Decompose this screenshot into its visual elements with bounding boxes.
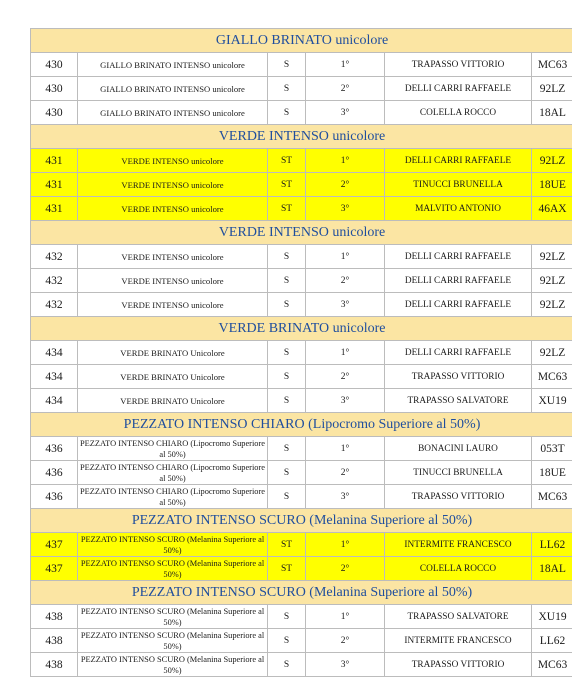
table-row [31, 461, 572, 485]
category-cell: ST [268, 533, 306, 557]
breeder-code-cell: 92LZ [532, 293, 572, 317]
breeder-name-cell: BONACINI LAURO [385, 437, 532, 461]
placement-cell: 3° [306, 485, 385, 509]
breeder-code-cell: LL62 [532, 629, 572, 653]
class-description-cell: PEZZATO INTENSO CHIARO (Lipocromo Superiore al 50%) [78, 485, 268, 509]
section-header-row [31, 125, 572, 149]
class-number-cell: 431 [31, 197, 78, 221]
class-description-cell: PEZZATO INTENSO SCURO (Melanina Superiore al 50%) [78, 605, 268, 629]
breeder-name-cell: DELLI CARRI RAFFAELE [385, 341, 532, 365]
table-row [31, 53, 572, 77]
placement-cell: 2° [306, 173, 385, 197]
class-description-cell: PEZZATO INTENSO SCURO (Melanina Superiore al 50%) [78, 533, 268, 557]
placement-cell: 3° [306, 101, 385, 125]
breeder-name-cell: DELLI CARRI RAFFAELE [385, 293, 532, 317]
class-number-cell: 432 [31, 245, 78, 269]
class-description-cell: GIALLO BRINATO INTENSO unicolore [78, 53, 268, 77]
breeder-code-cell: XU19 [532, 605, 572, 629]
breeder-name-cell: TRAPASSO VITTORIO [385, 365, 532, 389]
placement-cell: 1° [306, 533, 385, 557]
class-description-cell: VERDE INTENSO unicolore [78, 293, 268, 317]
section-title: PEZZATO INTENSO SCURO (Melanina Superiore al 50%) [31, 581, 572, 605]
breeder-code-cell: 053T [532, 437, 572, 461]
category-cell: S [268, 653, 306, 677]
breeder-name-cell: TINUCCI BRUNELLA [385, 173, 532, 197]
category-cell: S [268, 485, 306, 509]
class-description-cell: PEZZATO INTENSO SCURO (Melanina Superiore al 50%) [78, 653, 268, 677]
breeder-code-cell: 92LZ [532, 245, 572, 269]
table-row [31, 437, 572, 461]
class-description-cell: VERDE INTENSO unicolore [78, 149, 268, 173]
class-number-cell: 437 [31, 557, 78, 581]
placement-cell: 2° [306, 629, 385, 653]
table-row [31, 629, 572, 653]
placement-cell: 3° [306, 197, 385, 221]
class-number-cell: 438 [31, 605, 78, 629]
breeder-name-cell: TRAPASSO SALVATORE [385, 605, 532, 629]
breeder-code-cell: MC63 [532, 53, 572, 77]
class-description-cell: VERDE BRINATO Unicolore [78, 389, 268, 413]
class-description-cell: VERDE BRINATO Unicolore [78, 341, 268, 365]
breeder-name-cell: MALVITO ANTONIO [385, 197, 532, 221]
table-row [31, 365, 572, 389]
breeder-name-cell: COLELLA ROCCO [385, 557, 532, 581]
class-number-cell: 434 [31, 389, 78, 413]
table-row [31, 293, 572, 317]
category-cell: ST [268, 557, 306, 581]
results-sheet [30, 28, 568, 677]
placement-cell: 2° [306, 77, 385, 101]
breeder-name-cell: INTERMITE FRANCESCO [385, 629, 532, 653]
category-cell: S [268, 629, 306, 653]
table-row [31, 173, 572, 197]
table-row [31, 197, 572, 221]
placement-cell: 2° [306, 557, 385, 581]
table-row [31, 533, 572, 557]
breeder-code-cell: XU19 [532, 389, 572, 413]
placement-cell: 1° [306, 605, 385, 629]
class-number-cell: 431 [31, 173, 78, 197]
table-row [31, 101, 572, 125]
class-number-cell: 432 [31, 293, 78, 317]
breeder-name-cell: TINUCCI BRUNELLA [385, 461, 532, 485]
class-number-cell: 438 [31, 653, 78, 677]
placement-cell: 3° [306, 293, 385, 317]
results-table [30, 28, 572, 677]
category-cell: S [268, 437, 306, 461]
class-number-cell: 438 [31, 629, 78, 653]
category-cell: S [268, 101, 306, 125]
placement-cell: 3° [306, 653, 385, 677]
table-row [31, 389, 572, 413]
class-description-cell: VERDE INTENSO unicolore [78, 173, 268, 197]
category-cell: S [268, 389, 306, 413]
category-cell: S [268, 461, 306, 485]
category-cell: S [268, 77, 306, 101]
class-number-cell: 430 [31, 101, 78, 125]
section-header-row [31, 29, 572, 53]
class-number-cell: 436 [31, 437, 78, 461]
table-row [31, 269, 572, 293]
class-description-cell: GIALLO BRINATO INTENSO unicolore [78, 101, 268, 125]
class-description-cell: VERDE BRINATO Unicolore [78, 365, 268, 389]
table-row [31, 485, 572, 509]
table-row [31, 653, 572, 677]
placement-cell: 2° [306, 365, 385, 389]
breeder-name-cell: DELLI CARRI RAFFAELE [385, 245, 532, 269]
breeder-name-cell: TRAPASSO SALVATORE [385, 389, 532, 413]
breeder-code-cell: 18UE [532, 461, 572, 485]
placement-cell: 1° [306, 149, 385, 173]
breeder-code-cell: 18UE [532, 173, 572, 197]
placement-cell: 2° [306, 461, 385, 485]
breeder-code-cell: LL62 [532, 533, 572, 557]
category-cell: S [268, 341, 306, 365]
breeder-name-cell: COLELLA ROCCO [385, 101, 532, 125]
category-cell: S [268, 269, 306, 293]
breeder-code-cell: 18AL [532, 101, 572, 125]
section-title: VERDE INTENSO unicolore [31, 221, 572, 245]
table-row [31, 605, 572, 629]
breeder-name-cell: TRAPASSO VITTORIO [385, 653, 532, 677]
breeder-code-cell: 92LZ [532, 77, 572, 101]
category-cell: S [268, 245, 306, 269]
breeder-code-cell: MC63 [532, 365, 572, 389]
table-row [31, 77, 572, 101]
section-title: VERDE BRINATO unicolore [31, 317, 572, 341]
placement-cell: 1° [306, 341, 385, 365]
category-cell: S [268, 365, 306, 389]
class-description-cell: VERDE INTENSO unicolore [78, 269, 268, 293]
class-number-cell: 430 [31, 53, 78, 77]
breeder-name-cell: TRAPASSO VITTORIO [385, 485, 532, 509]
placement-cell: 1° [306, 53, 385, 77]
class-description-cell: VERDE INTENSO unicolore [78, 197, 268, 221]
breeder-name-cell: TRAPASSO VITTORIO [385, 53, 532, 77]
placement-cell: 1° [306, 245, 385, 269]
category-cell: S [268, 293, 306, 317]
class-number-cell: 432 [31, 269, 78, 293]
class-number-cell: 436 [31, 461, 78, 485]
breeder-code-cell: 92LZ [532, 341, 572, 365]
class-description-cell: PEZZATO INTENSO CHIARO (Lipocromo Superiore al 50%) [78, 437, 268, 461]
category-cell: ST [268, 173, 306, 197]
section-header-row [31, 221, 572, 245]
section-header-row [31, 581, 572, 605]
section-header-row [31, 509, 572, 533]
breeder-code-cell: MC63 [532, 485, 572, 509]
table-row [31, 557, 572, 581]
table-row [31, 245, 572, 269]
class-description-cell: GIALLO BRINATO INTENSO unicolore [78, 77, 268, 101]
breeder-code-cell: 18AL [532, 557, 572, 581]
category-cell: ST [268, 149, 306, 173]
class-number-cell: 434 [31, 341, 78, 365]
table-row [31, 341, 572, 365]
breeder-name-cell: DELLI CARRI RAFFAELE [385, 269, 532, 293]
section-title: PEZZATO INTENSO SCURO (Melanina Superiore al 50%) [31, 509, 572, 533]
class-number-cell: 434 [31, 365, 78, 389]
section-header-row [31, 413, 572, 437]
category-cell: S [268, 605, 306, 629]
category-cell: S [268, 53, 306, 77]
class-number-cell: 430 [31, 77, 78, 101]
section-title: GIALLO BRINATO unicolore [31, 29, 572, 53]
class-description-cell: PEZZATO INTENSO SCURO (Melanina Superiore al 50%) [78, 557, 268, 581]
section-header-row [31, 317, 572, 341]
placement-cell: 3° [306, 389, 385, 413]
class-description-cell: PEZZATO INTENSO CHIARO (Lipocromo Superiore al 50%) [78, 461, 268, 485]
placement-cell: 2° [306, 269, 385, 293]
breeder-name-cell: DELLI CARRI RAFFAELE [385, 77, 532, 101]
results-table-body [31, 29, 572, 677]
section-title: VERDE INTENSO unicolore [31, 125, 572, 149]
breeder-code-cell: 46AX [532, 197, 572, 221]
placement-cell: 1° [306, 437, 385, 461]
class-description-cell: VERDE INTENSO unicolore [78, 245, 268, 269]
breeder-code-cell: MC63 [532, 653, 572, 677]
category-cell: ST [268, 197, 306, 221]
section-title: PEZZATO INTENSO CHIARO (Lipocromo Superiore al 50%) [31, 413, 572, 437]
breeder-name-cell: DELLI CARRI RAFFAELE [385, 149, 532, 173]
class-number-cell: 436 [31, 485, 78, 509]
class-description-cell: PEZZATO INTENSO SCURO (Melanina Superiore al 50%) [78, 629, 268, 653]
class-number-cell: 437 [31, 533, 78, 557]
breeder-code-cell: 92LZ [532, 269, 572, 293]
table-row [31, 149, 572, 173]
breeder-code-cell: 92LZ [532, 149, 572, 173]
class-number-cell: 431 [31, 149, 78, 173]
breeder-name-cell: INTERMITE FRANCESCO [385, 533, 532, 557]
